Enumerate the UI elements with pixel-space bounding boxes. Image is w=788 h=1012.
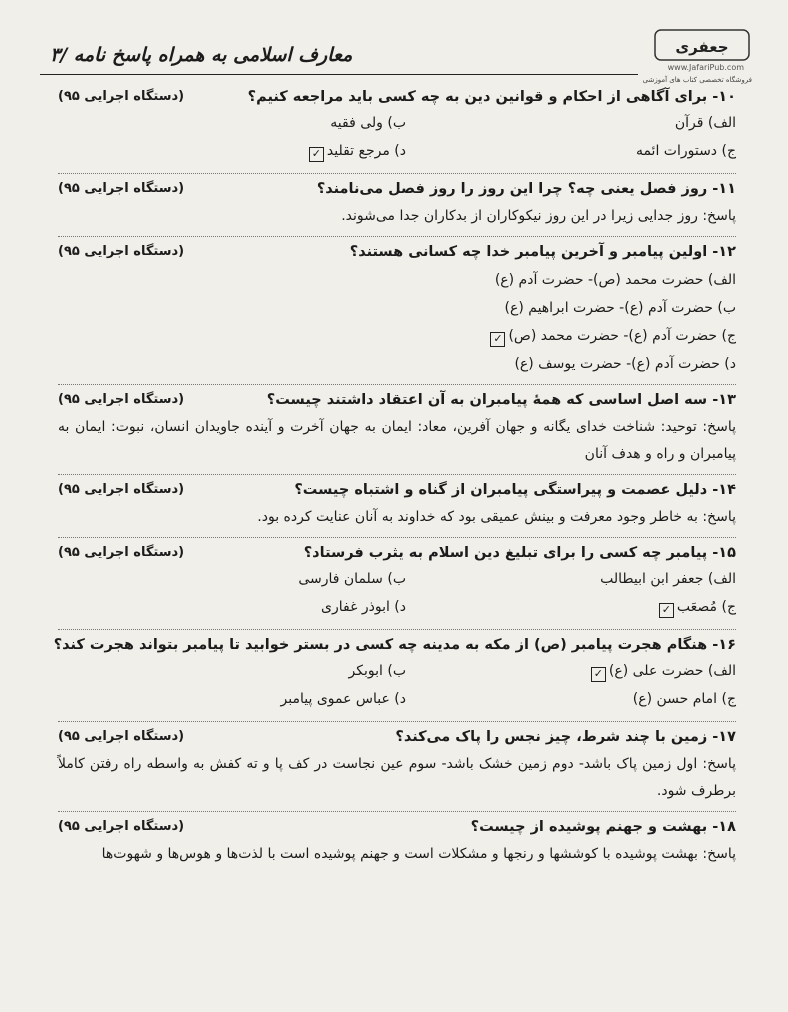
question-text: ۱۰- برای آگاهی از احکام و قوانین دین به چه کسی باید مراجعه کنیم؟ [247,89,736,105]
answer-text: پاسخ: بهشت پوشیده با کوششها و رنجها و مشکلات است و جهنم پوشیده است با لذت‌ها و هوس‌ها و شهوت‌ها [101,846,736,862]
answer-text: پاسخ: به خاطر وجود معرفت و بینش عمیقی بود که خداوند به آنان عنایت کرده بود. [257,509,736,525]
question-text: ۱۱- روز فصل یعنی چه؟ چرا این روز را روز فصل می‌نامند؟ [316,181,736,197]
question-text: ۱۵- پیامبر چه کسی را برای تبلیغ دین اسلام به یثرب فرستاد؟ [303,545,736,561]
exam-tag: (دستگاه اجرایی ۹۵) [58,482,185,497]
option-a: الف) قرآن [674,115,736,131]
option-a: الف) حضرت محمد (ص)- حضرت آدم (ع) [494,272,736,288]
publisher-url: www.JafariPub.com [667,63,744,72]
exam-tag: (دستگاه اجرایی ۹۵) [58,244,185,259]
exam-tag: (دستگاه اجرایی ۹۵) [58,392,185,407]
answer-text: پاسخ: اول زمین پاک باشد- دوم زمین خشک باشد- سوم عین نجاست در کف پا و ته کفش به واسطه راه رفتن کاملاً برطرف شود. [58,756,736,799]
question-16 [53,630,736,722]
exam-tag: (دستگاه اجرایی ۹۵) [58,819,185,834]
exam-tag: (دستگاه اجرایی ۹۵) [58,545,185,560]
option-d: د) عباس عموی پیامبر [280,691,406,707]
question-17 [58,722,736,812]
exam-tag: (دستگاه اجرایی ۹۵) [58,181,185,196]
question-11 [58,174,736,237]
page-header [40,18,758,84]
option-c: ج) مُصعَب✓ [659,599,736,618]
option-b: ب) سلمان فارسی [298,571,406,587]
publisher-tagline: فروشگاه تخصصی کتاب های آموزشی [642,76,752,84]
option-d: د) مرجع تقلید✓ [309,143,406,162]
option-a: الف) جعفر ابن ابیطالب [600,571,736,587]
answer-text: پاسخ: توحید: شناخت خدای یگانه و جهان آفرین، معاد: ایمان به جهان آخرت و آینده جاویدان انسان، نبوت: ایمان به پیامبران و راه و هدف آنان [58,419,736,462]
question-15 [58,538,736,630]
publisher-logo [654,24,750,64]
option-b: ب) ابوبکر [348,663,406,679]
option-c: ج) امام حسن (ع) [632,691,736,707]
logo-wordmark: جعفری [675,38,729,56]
option-b: ب) حضرت آدم (ع)- حضرت ابراهیم (ع) [504,300,736,316]
questions-list [53,82,736,874]
running-title: معارف اسلامی به همراه پاسخ نامه /۳ [50,44,353,66]
option-a: الف) حضرت علی (ع)✓ [591,663,736,682]
checkbox-checked-icon: ✓ [309,147,324,162]
option-b: ب) ولی فقیه [330,115,406,131]
checkbox-checked-icon: ✓ [591,667,606,682]
question-text: ۱۷- زمین با چند شرط، چیز نجس را پاک می‌کند؟ [395,729,736,745]
header-rule [40,74,638,75]
question-text: ۱۳- سه اصل اساسی که همهٔ پیامبران به آن اعتقاد داشتند چیست؟ [266,392,736,408]
checkbox-checked-icon: ✓ [490,332,505,347]
question-13 [58,385,736,475]
answer-text: پاسخ: روز جدایی زیرا در این روز نیکوکاران از بدکاران جدا می‌شوند. [341,208,736,224]
option-d: د) حضرت آدم (ع)- حضرت یوسف (ع) [514,356,736,372]
option-c: ج) دستورات ائمه [635,143,736,159]
question-12 [58,237,736,385]
exam-tag: (دستگاه اجرایی ۹۵) [58,89,185,104]
question-text: ۱۴- دلیل عصمت و پیراستگی پیامبران از گناه و اشتباه چیست؟ [294,482,736,498]
exam-tag: (دستگاه اجرایی ۹۵) [58,729,185,744]
question-text: ۱۶- هنگام هجرت پیامبر (ص) از مکه به مدینه چه کسی در بستر خوابید تا پیامبر بتواند هجرت کند؟ [53,637,736,653]
checkbox-checked-icon: ✓ [659,603,674,618]
question-10 [58,82,736,174]
question-text: ۱۸- بهشت و جهنم پوشیده از چیست؟ [470,819,736,835]
question-18 [58,812,736,874]
question-text: ۱۲- اولین پیامبر و آخرین پیامبر خدا چه کسانی هستند؟ [349,244,736,260]
question-14 [58,475,736,538]
option-c: ج) حضرت آدم (ع)- حضرت محمد (ص)✓ [58,322,736,350]
option-d: د) ابوذر غفاری [321,599,406,615]
